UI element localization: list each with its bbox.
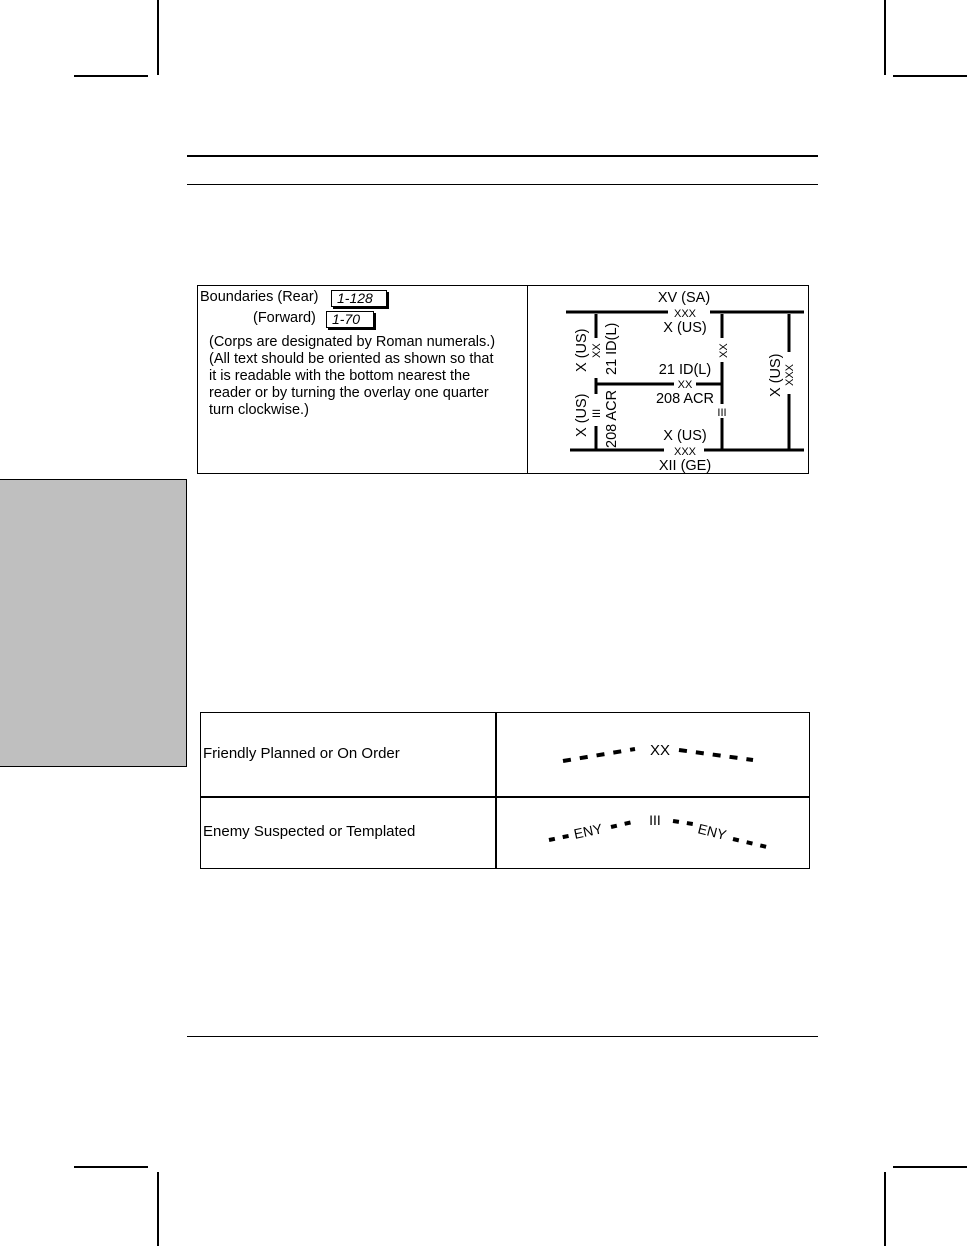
chapter-side-tab — [0, 479, 187, 767]
rear-reference-tag: 1-128 — [331, 290, 387, 307]
crop-mark — [74, 75, 148, 77]
friendly-planned-label: Friendly Planned or On Order — [203, 745, 400, 762]
lower-left-echelon: III — [591, 408, 603, 418]
rear-boundary-label: Boundaries (Rear) — [200, 289, 319, 305]
header-rule-thick — [187, 155, 818, 157]
middle-unit-upper: 21 ID(L) — [658, 362, 712, 378]
left-unit-label: 21 ID(L) — [604, 322, 620, 375]
crop-mark — [893, 1166, 967, 1168]
header-rule-thin — [187, 184, 818, 185]
boundaries-figure — [197, 285, 809, 474]
lower-left-outer-label: X (US) — [574, 393, 590, 437]
top-corps-echelon: XXX — [673, 308, 697, 320]
right-outer-echelon: XXX — [784, 363, 796, 386]
note-line: (All text should be oriented as shown so that — [209, 351, 494, 367]
crop-mark — [884, 0, 886, 75]
note-line: reader or by turning the overlay one quarter — [209, 385, 489, 401]
middle-unit-lower: 208 ACR — [655, 391, 715, 407]
forward-boundary-label: (Forward) — [253, 310, 316, 326]
left-echelon-label: XX — [591, 343, 603, 358]
boundaries-diagram-cell — [528, 286, 808, 473]
boundary-status-table — [200, 712, 810, 869]
note-line: it is readable with the bottom nearest the — [209, 368, 471, 384]
enemy-label-right: ENY — [696, 820, 729, 843]
bottom-inner-label: X (US) — [663, 428, 707, 444]
footer-rule — [187, 1036, 818, 1037]
forward-reference-tag: 1-70 — [326, 311, 374, 328]
bottom-corps-echelon: XXX — [673, 446, 697, 458]
enemy-suspected-label: Enemy Suspected or Templated — [203, 823, 416, 840]
boundaries-notes — [209, 334, 495, 419]
right-echelon-label: XX — [718, 343, 730, 358]
enemy-echelon-text: III — [649, 812, 661, 828]
boundaries-diagram — [528, 286, 808, 473]
left-outer-label: X (US) — [574, 328, 590, 372]
boundaries-description-cell — [198, 286, 528, 473]
middle-echelon: XX — [677, 379, 693, 391]
bottom-corps-name: XII (GE) — [658, 458, 712, 473]
right-outer-label: X (US) — [768, 353, 784, 397]
friendly-echelon-text: XX — [649, 742, 671, 759]
crop-mark — [74, 1166, 148, 1168]
enemy-suspected-symbol — [497, 797, 809, 869]
crop-mark — [884, 1172, 886, 1246]
lower-left-unit: 208 ACR — [604, 389, 620, 448]
note-line: turn clockwise.) — [209, 402, 309, 418]
friendly-planned-symbol — [497, 713, 809, 796]
note-line: (Corps are designated by Roman numerals.) — [209, 334, 496, 350]
crop-mark — [893, 75, 967, 77]
top-corps-name: XV (SA) — [657, 290, 711, 306]
crop-mark — [157, 1172, 159, 1246]
crop-mark — [157, 0, 159, 75]
top-inner-label: X (US) — [663, 320, 707, 336]
lower-right-echelon: III — [717, 407, 727, 419]
enemy-label-left: ENY — [572, 820, 604, 842]
